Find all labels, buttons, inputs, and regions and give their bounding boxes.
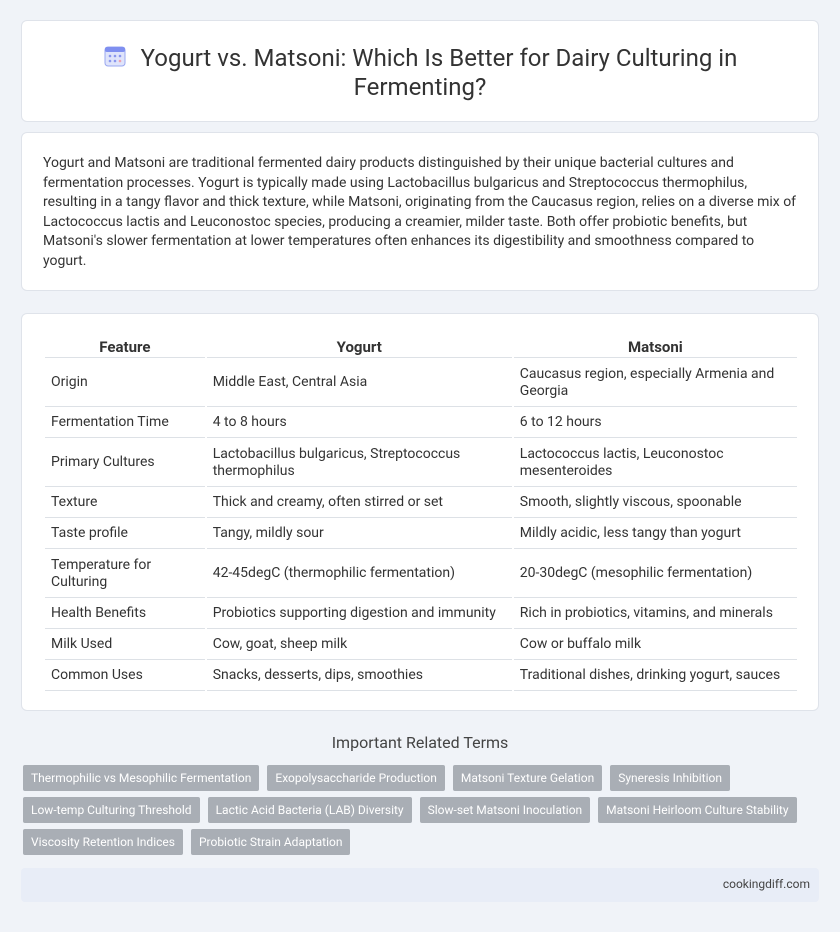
cell-yogurt: Lactobacillus bulgaricus, Streptococcus thermophilus xyxy=(207,440,512,487)
comparison-table xyxy=(43,334,799,693)
header-feature: Feature xyxy=(45,336,205,358)
table-row xyxy=(45,360,797,407)
table-row xyxy=(45,520,797,549)
table-row xyxy=(45,409,797,438)
intro-card xyxy=(21,132,819,291)
cell-yogurt: Snacks, desserts, dips, smoothies xyxy=(207,662,512,691)
table-row xyxy=(45,662,797,691)
table-row xyxy=(45,600,797,629)
header-yogurt: Yogurt xyxy=(207,336,512,358)
page-title xyxy=(22,44,818,102)
cell-feature: Health Benefits xyxy=(45,600,205,629)
cell-feature: Texture xyxy=(45,489,205,518)
title-line-1: Yogurt vs. Matsoni: Which Is Better for Dairy Culturing in xyxy=(140,44,738,72)
table-row xyxy=(45,551,797,598)
related-term-tag[interactable]: Thermophilic vs Mesophilic Fermentation xyxy=(23,765,259,791)
cell-yogurt: 42-45degC (thermophilic fermentation) xyxy=(207,551,512,598)
cell-feature: Temperature for Culturing xyxy=(45,551,205,598)
cell-feature: Milk Used xyxy=(45,631,205,660)
related-term-tag[interactable]: Lactic Acid Bacteria (LAB) Diversity xyxy=(208,797,412,823)
table-row xyxy=(45,489,797,518)
cell-yogurt: Probiotics supporting digestion and immunity xyxy=(207,600,512,629)
comparison-table-card xyxy=(21,313,819,711)
table-row xyxy=(45,440,797,487)
cell-matsoni: Traditional dishes, drinking yogurt, sauces xyxy=(514,662,797,691)
title-line-2: Fermenting? xyxy=(353,73,487,101)
cell-feature: Primary Cultures xyxy=(45,440,205,487)
cell-yogurt: Tangy, mildly sour xyxy=(207,520,512,549)
cell-feature: Taste profile xyxy=(45,520,205,549)
related-term-tag[interactable]: Matsoni Texture Gelation xyxy=(453,765,602,791)
related-term-tag[interactable]: Low-temp Culturing Threshold xyxy=(23,797,200,823)
calendar-grid-icon xyxy=(103,44,127,68)
cell-feature: Common Uses xyxy=(45,662,205,691)
cell-matsoni: Cow or buffalo milk xyxy=(514,631,797,660)
related-term-tag[interactable]: Viscosity Retention Indices xyxy=(23,829,183,855)
cell-feature: Origin xyxy=(45,360,205,407)
intro-paragraph: Yogurt and Matsoni are traditional fermented dairy products distinguished by their unique bacterial cultures and fermentation processes. Yogurt is typically made using Lactobacillus bulgaricus and Streptococcus thermophilus, resulting in a tangy flavor and thick texture, while Matsoni, originating from the Caucasus region, relies on a diverse mix of Lactococcus lactis and Leuconostoc species, producing a creamier, milder taste. Both offer probiotic benefits, but Matsoni's slower fermentation at lower temperatures often enhances its digestibility and smoothness compared to yogurt. xyxy=(43,155,797,269)
table-row xyxy=(45,631,797,660)
related-term-tag[interactable]: Matsoni Heirloom Culture Stability xyxy=(598,797,796,823)
cell-yogurt: Middle East, Central Asia xyxy=(207,360,512,407)
related-term-tag[interactable]: Slow-set Matsoni Inoculation xyxy=(420,797,591,823)
related-term-tag[interactable]: Exopolysaccharide Production xyxy=(267,765,445,791)
cell-yogurt: 4 to 8 hours xyxy=(207,409,512,438)
related-terms-title: Important Related Terms xyxy=(331,733,509,752)
related-term-tag[interactable]: Probiotic Strain Adaptation xyxy=(191,829,351,855)
cell-matsoni: Smooth, slightly viscous, spoonable xyxy=(514,489,797,518)
footer-site-link[interactable]: cookingdiff.com xyxy=(722,877,810,891)
footer xyxy=(21,868,819,902)
cell-feature: Fermentation Time xyxy=(45,409,205,438)
cell-matsoni: Caucasus region, especially Armenia and Georgia xyxy=(514,360,797,407)
header-matsoni: Matsoni xyxy=(514,336,797,358)
cell-matsoni: 6 to 12 hours xyxy=(514,409,797,438)
cell-matsoni: 20-30degC (mesophilic fermentation) xyxy=(514,551,797,598)
title-card xyxy=(21,20,819,122)
related-terms-list xyxy=(23,765,813,861)
cell-matsoni: Mildly acidic, less tangy than yogurt xyxy=(514,520,797,549)
table-header-row xyxy=(45,336,797,358)
cell-yogurt: Thick and creamy, often stirred or set xyxy=(207,489,512,518)
cell-yogurt: Cow, goat, sheep milk xyxy=(207,631,512,660)
related-term-tag[interactable]: Syneresis Inhibition xyxy=(610,765,730,791)
cell-matsoni: Lactococcus lactis, Leuconostoc mesenteroides xyxy=(514,440,797,487)
cell-matsoni: Rich in probiotics, vitamins, and minerals xyxy=(514,600,797,629)
